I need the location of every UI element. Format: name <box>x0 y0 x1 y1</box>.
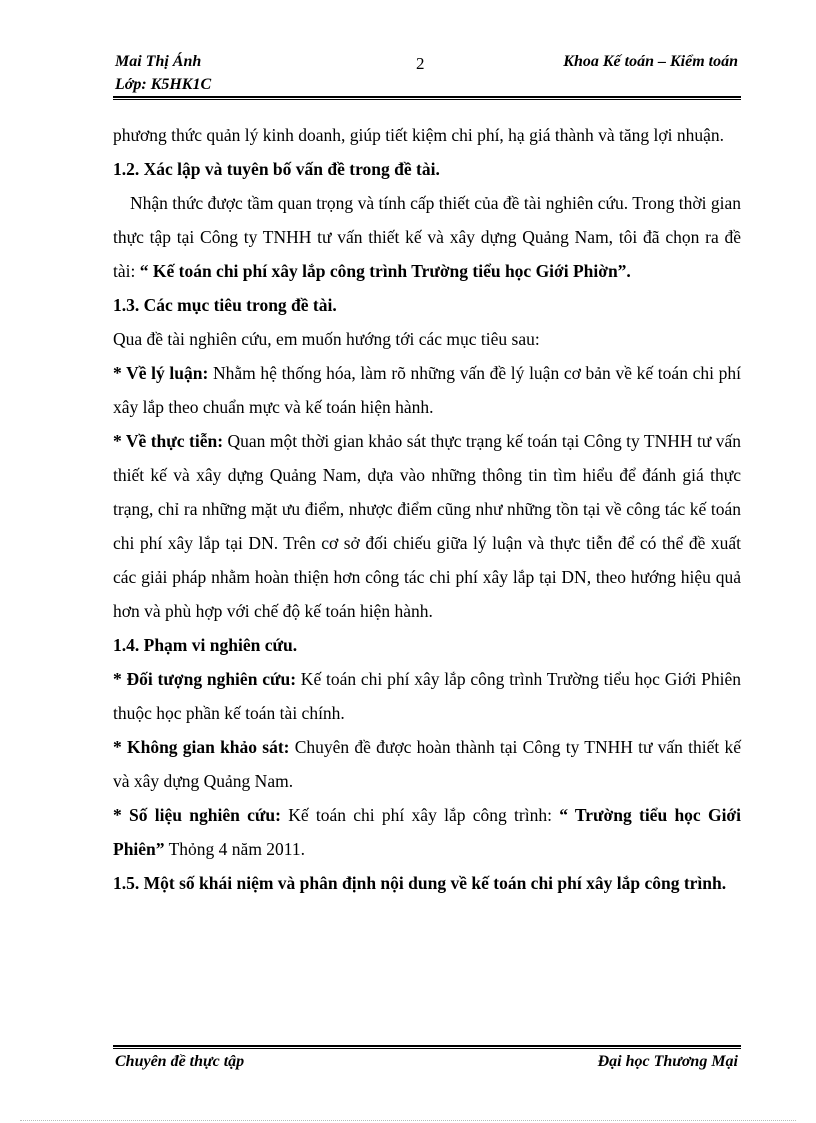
object-paragraph <box>113 662 741 730</box>
header-divider <box>113 96 741 100</box>
section-1-3-intro: Qua đề tài nghiên cứu, em muốn hướng tới các mục tiêu sau: <box>113 329 540 349</box>
page-number: 2 <box>416 54 425 73</box>
object-text: Kế toán chi phí xây lắp công trình Trường tiểu học Giới Phiên thuộc học phần kế toán tài chính. <box>113 669 741 723</box>
header-department: Khoa Kế toán – Kiểm toán <box>563 53 738 70</box>
data-label: * Số liệu nghiên cứu: <box>113 805 281 825</box>
data-topic: “ Trường tiểu học Giới Phiên” <box>113 805 741 859</box>
section-1-2-topic: “ Kế toán chi phí xây lắp công trình Trường tiểu học Giới Phiờn”. <box>139 261 631 281</box>
practice-label: * Về thực tiễn: <box>113 431 224 451</box>
footer-divider <box>113 1045 741 1049</box>
space-text: Chuyên đề được hoàn thành tại Công ty TNHH tư vấn thiết kế và xây dựng Quảng Nam. <box>113 737 741 791</box>
data-text: Kế toán chi phí xây lắp công trình: <box>280 805 560 825</box>
space-paragraph <box>113 730 741 798</box>
header-author: Mai Thị Ánh <box>115 53 202 70</box>
data-tail: Thỏng 4 năm 2011. <box>164 839 306 859</box>
page-bottom-edge <box>20 1120 796 1121</box>
practice-text: Quan một thời gian khảo sát thực trạng kế toán tại Công ty TNHH tư vấn thiết kế và xây dựng Quảng Nam, dựa vào những thông tin tìm hiểu để đánh giá thực trạng, chỉ ra những mặt ưu điểm, nhược điểm cũng như những tồn tại về công tác kế toán chi phí xây lắp tại DN. Trên cơ sở đối chiếu giữa lý luận và thực tiễn để có thể đề xuất các giải pháp nhằm hoàn thiện hơn công tác chi phí xây lắp tại DN, theo hướng hiệu quả hơn và phù hợp với chế độ kế toán hiện hành. <box>113 431 742 621</box>
section-1-3-heading: 1.3. Các mục tiêu trong đề tài. <box>113 295 337 315</box>
section-1-2-paragraph <box>113 186 741 288</box>
object-label: * Đối tượng nghiên cứu: <box>113 669 297 689</box>
footer-left: Chuyên đề thực tập <box>115 1053 245 1070</box>
document-body <box>113 118 741 900</box>
section-1-2-heading: 1.2. Xác lập và tuyên bố vấn đề trong đề tài. <box>113 159 440 179</box>
theory-label: * Về lý luận: <box>113 363 209 383</box>
section-1-2-text: Nhận thức được tầm quan trọng và tính cấp thiết của đề tài nghiên cứu. Trong thời gian thực tập tại Công ty TNHH tư vấn thiết kế và xây dựng Quảng Nam, tôi đã chọn ra đề tài: <box>113 193 741 281</box>
theory-text: Nhằm hệ thống hóa, làm rõ những vấn đề lý luận cơ bản về kế toán chi phí xây lắp theo chuẩn mực và kế toán hiện hành. <box>113 363 741 417</box>
theory-paragraph <box>113 356 741 424</box>
space-label: * Không gian khảo sát: <box>113 737 290 757</box>
header-class: Lớp: K5HK1C <box>115 76 212 93</box>
page-header <box>113 50 740 98</box>
section-1-4-heading: 1.4. Phạm vi nghiên cứu. <box>113 635 298 655</box>
section-1-5-heading: 1.5. Một số khái niệm và phân định nội dung về kế toán chi phí xây lắp công trình. <box>113 873 727 893</box>
practice-paragraph <box>113 424 741 628</box>
page-footer <box>113 1053 740 1075</box>
data-paragraph <box>113 798 741 866</box>
intro-paragraph: phương thức quản lý kinh doanh, giúp tiết kiệm chi phí, hạ giá thành và tăng lợi nhuận. <box>113 125 724 145</box>
footer-right: Đại học Thương Mại <box>597 1053 738 1070</box>
